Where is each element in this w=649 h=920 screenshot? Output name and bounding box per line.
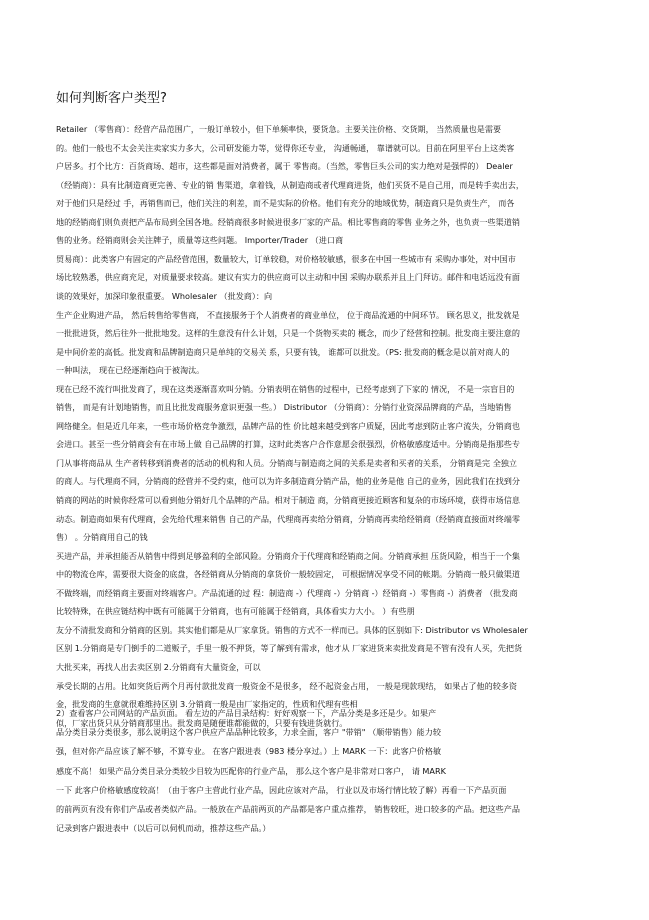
body-text-line: 买进产品，并承担能否从销售中得到足够盈利的全部风险。分销商介于代理商和经销商之间。分销商承担 压货风险，相当于一个集	[56, 550, 520, 561]
body-text-line: 友分不清批发商和分销商的区别。其实他们都是从厂家拿货。销售的方式不一样而已。具体的区别如下: Distributor vs Wholesaler	[56, 624, 528, 635]
body-text-line: 贸易商）：此类客户有固定的产品经营范围，数量较大，订单较稳，对价格较敏感，很多在中国一些城市有 采购办事处，对中国市	[56, 253, 516, 264]
body-text-line: 动态。制造商如果有代理商，会先给代理来销售 自己的产品，代理商再卖给分销商，分销商再卖给经销商（经销商直接面对终端零	[56, 513, 520, 524]
body-text-line: 场比较熟悉，供应商充足，对质量要求较高。建议有实力的供应商可以主动和中国 采购办联系并且上门拜访。邮件和电话远没有面	[56, 272, 520, 283]
body-text-line: 2）查看客户公司网站的产品页面。 看左边的产品目录结构：好好观察一下，产品分类是多还是少。如果产	[56, 708, 437, 718]
body-text-line: 承受长期的占用。比如突货后两个月再付款批发商一般资金不是很多， 经不起资金占用， 一般是现款现结， 如果占了他的较多资	[56, 680, 517, 691]
body-text-line: 金，批发商的生意就很难维持区别 3.分销商一般是由厂家指定的，性质和代理有些相	[56, 699, 358, 710]
body-text-line: 区别 1.分销商是专门倒手的二道贩子，手里一般不押货，等了解到有需求，他才从 厂家进货来卖批发商是不管有没有人买，先把货	[56, 643, 523, 654]
body-text-line: 中的物流仓库，需要很大资金的底盘，各经销商从分销商的拿货价一般较固定， 可根据情况享受不同的帐期。分销商一般只做渠道	[56, 569, 520, 580]
body-text-line: 一批批进货，然后往外一批批地发。这样的生意没有什么计划，只是一个货物买卖的 概念，而少了经营和控制。批发商主要注意的	[56, 328, 520, 339]
body-text-line: 是中间价差的高低。批发商和品牌制造商只是单纯的交易关 系，只要有钱， 谁都可以批发。（PS: 批发商的概念是以前对商人的	[56, 346, 510, 357]
body-text-line: 生产企业购进产品， 然后转售给零售商， 不直接服务于个人消费者的商业单位， 位于商品流通的中间环节。 顾名思义，批发就是	[56, 309, 520, 320]
body-text-line: 网络健全。但是近几年来，一些市场价格竞争激烈，品牌产品的性 价比越来越受到客户质疑，因此考虑到防止客户流失，分销商也	[56, 420, 520, 431]
body-text-line: 不做终端，而经销商主要面对终端客户。产品流通的过 程：制造商 -）代理商 -）分销商 -）经销商 -）零售商 -）消费者 （批发商	[56, 587, 518, 598]
body-text-line: 的商人。与代理商不同，分销商的经营并不受约束，他可以为许多制造商分销产品，他的业务是他 自己的业务，因此我们在找到分	[56, 476, 520, 487]
body-text-line: 强，但对你产品应该了解不够，不算专业。 在客户跟进表（983 楼分享过。）上 MARK 一下：此客户价格敏	[56, 746, 442, 757]
body-text-line: 的。他们一般也不太会关注卖家实力多大，公司研发能力等，觉得你还专业， 沟通畅通， 靠谱就可以。目前在阿里平台上这类客	[56, 142, 515, 153]
body-text-line: 售的业务。经销商则会关注牌子，质量等这些问题。 Importer/Trader （进口商	[56, 235, 344, 246]
body-text-line: 销售， 而是有计划地销售，而且比批发商服务意识更强一些。） Distributor （分销商）：分销行业资深品牌商的产品，当地销售	[56, 402, 512, 413]
body-text-line: 会进口。甚至一些分销商会有在市场上做 自己品牌的打算，这时此类客户合作意愿会很强烈，价格敏感度适中。分销商是指那些专	[56, 439, 520, 450]
body-text-line: 似，厂家出货只从分销商那里出。批发商是随便谁都能做的，只要有钱进货就行。	[56, 717, 348, 728]
body-text-line: 比较特殊，在供应链结构中既有可能属于分销商，也有可能属于经销商，具体看实力大小。 ）有些朋	[56, 606, 415, 617]
body-text-line: 现在已经不流行叫批发商了，现在这类逐渐喜欢叫分销。分销表明在销售的过程中，已经考虑到了下家的 情况， 不是一宗盲目的	[56, 383, 515, 394]
body-text-line: 感度不高！ 如果产品分类目录分类较少目较为匹配你的行业产品， 那么这个客户是非常对口客户， 请 MARK	[56, 765, 446, 776]
body-text-line: 户居多。打个比方：百货商场、超市，这些都是面对消费者，属于 零售商。（当然，零售巨头公司的实力绝对是强悍的） Dealer	[56, 161, 513, 172]
body-text-line: 地的经销商们则负责把产品布局到全国各地。经销商很多时候进很多厂家的产品。相比零售商的零售 业务之外，也负责一些渠道销	[56, 216, 520, 227]
body-text-line: 谈的效果好，加深印象很重要。 Wholesaler （批发商）：向	[56, 290, 273, 301]
body-text-line: 一下 此客户价格敏感度较高！（由于客户主营此行业产品，因此应该对产品， 行业以及市场行情比较了解）再看一下产品页面	[56, 784, 507, 795]
body-text-line: 销商的网站的时候你经常可以看到他分销好几个品牌的产品。相对于制造 商，分销商更接近顾客和复杂的市场环境，获得市场信息	[56, 495, 520, 505]
body-text-line: 一种叫法， 现在已经逐渐趋向于被淘汰。	[56, 365, 205, 376]
body-text-line: 品分类目录分类很多，那么说明这个客户供应产品品种比较多，力求全面，客户 "带销" （顺带销售）能力较	[56, 727, 441, 738]
body-text-line: 大批买来，再找人出去卖区别 2.分销商有大量资金，可以	[56, 661, 261, 672]
body-text-line: 门从事将商品从 生产者转移到消费者的活动的机构和人员。分销商与制造商之间的关系是卖者和买者的关系， 分销商是完 全独立	[56, 457, 517, 468]
body-text-line: 对于他们只是经过 手，再销售而已，他们关注的利差，而不是实际的价格。他们有充分的地域优势，制造商只是负责生产， 而各	[56, 198, 515, 209]
page-title: 如何判断客户类型?	[56, 91, 167, 106]
body-text-line: （经销商）：具有比制造商更完善、专业的销 售渠道，拿着钱，从制造商或者代理商进货，他们买货不是自己用，而是转手卖出去，	[56, 179, 524, 190]
body-text-line: Retailer （零售商）：经营产品范围广，一般订单较小，但下单频率快，要货急。主要关注价格、交货期， 当然质量也是需要	[56, 124, 502, 134]
body-text-line: 售） 。分销商用自己的钱	[56, 532, 148, 543]
body-text-line: 记录到客户跟进表中（以后可以伺机而动，推荐这些产品。）	[56, 823, 271, 834]
body-text-line: 的前两页有没有你们产品或者类似产品。一般放在产品前两页的产品都是客户重点推荐， 销售较旺，进口较多的产品。把这些产品	[56, 804, 520, 814]
